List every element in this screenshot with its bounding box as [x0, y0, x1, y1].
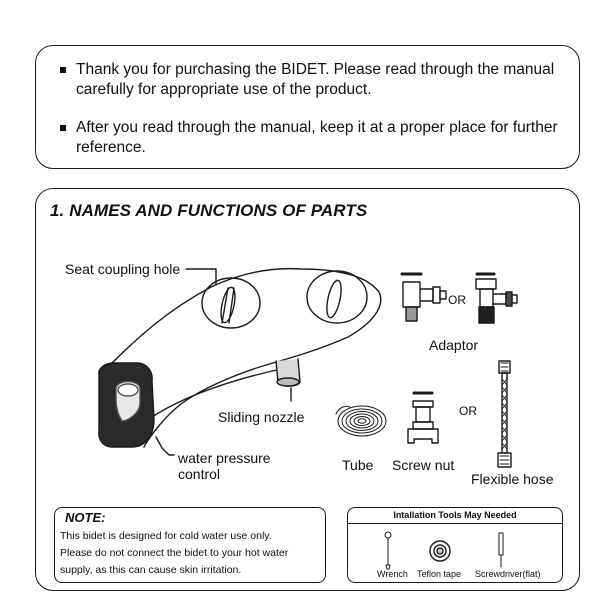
intro-bullet-text: Thank you for purchasing the BIDET. Please read through the manual carefully for appropriate use of the product. — [76, 61, 555, 98]
sliding-nozzle — [276, 359, 300, 386]
seat-coupling-hole-label: Seat coupling hole — [65, 261, 181, 277]
intro-bullet-2 — [60, 118, 560, 158]
seat-coupling-hole-right — [307, 271, 367, 323]
tube-label: Tube — [342, 457, 374, 473]
seat-coupling-hole-left — [202, 278, 260, 328]
note-line: This bidet is designed for cold water use only. — [60, 530, 272, 542]
note-line: Please do not connect the bidet to your hot water — [60, 547, 289, 559]
intro-bullet-1 — [60, 60, 560, 100]
note-line: supply, as this can cause skin irritation. — [60, 564, 242, 576]
screw-nut-label: Screw nut — [392, 457, 455, 473]
water-pressure-control-label-line1: water pressure — [178, 450, 271, 466]
note-title: NOTE: — [65, 510, 106, 525]
parts-section — [35, 188, 580, 591]
note-text — [60, 528, 324, 579]
adaptor-label: Adaptor — [429, 337, 479, 353]
tool-label-wrench: Wrench — [377, 569, 408, 579]
section-title: 1. NAMES AND FUNCTIONS OF PARTS — [50, 201, 368, 220]
adaptor-elbow-illustration — [402, 274, 446, 321]
flexible-hose-label: Flexible hose — [471, 471, 554, 487]
note-box — [54, 507, 326, 583]
intro-box — [35, 45, 580, 169]
bullet-square-icon — [60, 67, 66, 73]
tube-coil-illustration — [336, 406, 386, 436]
tool-label-screwdriver: Screwdriver(flat) — [475, 569, 541, 579]
water-pressure-control-label-line2: control — [178, 466, 221, 482]
screw-nut-illustration — [408, 393, 438, 443]
bullet-square-icon — [60, 125, 66, 131]
control-leader — [156, 437, 174, 455]
water-pressure-control-knob — [99, 363, 154, 447]
tool-label-teflon-tape: Teflon tape — [417, 569, 462, 579]
sliding-nozzle-label: Sliding nozzle — [218, 409, 305, 425]
adaptor-tee-illustration — [476, 274, 517, 323]
tools-header: Intallation Tools May Needed — [348, 508, 562, 524]
hose-or-label: OR — [459, 404, 477, 418]
adaptor-or-label: OR — [448, 293, 466, 307]
intro-bullet-text: After you read through the manual, keep it at a proper place for further reference. — [76, 119, 558, 156]
seat-hole-leader — [186, 269, 216, 285]
flexible-hose-illustration — [498, 361, 511, 467]
